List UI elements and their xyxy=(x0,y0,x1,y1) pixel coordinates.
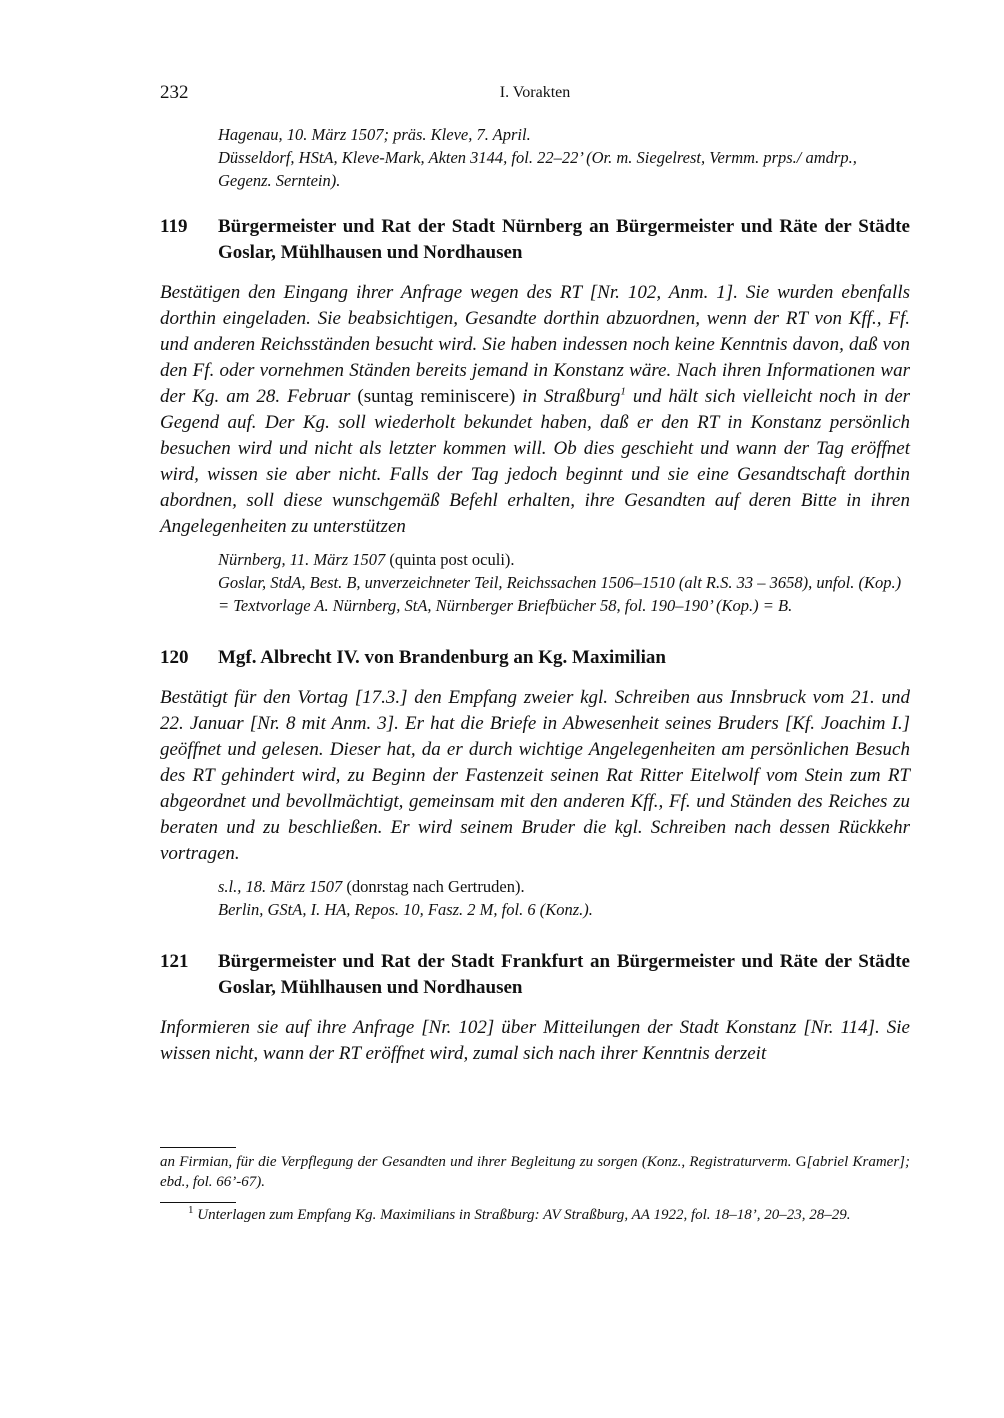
entry-119 xyxy=(160,214,910,617)
continuation-date-line: Hagenau, 10. März 1507; präs. Kleve, 7. April. xyxy=(218,125,531,144)
entry-120-date-line xyxy=(218,875,910,898)
entry-121-regest xyxy=(160,1015,910,1067)
entry-120-source: Berlin, GStA, I. HA, Repos. 10, Fasz. 2 M, fol. 6 (Konz.). xyxy=(218,900,593,919)
entry-119-title: Bürgermeister und Rat der Stadt Nürnberg an Bürgermeister und Räte der Städte Goslar, Mühlhausen und Nordhausen xyxy=(218,216,910,263)
entry-120 xyxy=(160,645,910,921)
entry-119-regest xyxy=(160,280,910,540)
footnote-carryover-part-b: G xyxy=(795,1154,807,1170)
footnote-carryover xyxy=(160,1152,910,1192)
footnote-1-mark: 1 xyxy=(188,1204,194,1216)
footnote-carryover-part-a: an Firmian, für die Verpflegung der Gesandten und ihrer Begleitung zu sorgen (Konz., Registraturverm. xyxy=(160,1154,792,1170)
entry-120-metadata xyxy=(218,875,910,921)
entry-120-number: 120 xyxy=(160,647,189,668)
continuation-metadata xyxy=(218,123,910,192)
footnote-area xyxy=(160,1145,910,1225)
entry-119-date: Nürnberg, 11. März 1507 xyxy=(218,550,386,569)
footnote-1-text: Unterlagen zum Empfang Kg. Maximilians in Straßburg: AV Straßburg, AA 1922, fol. 18–18’, 20–23, 28–29. xyxy=(197,1207,851,1223)
footnote-rule xyxy=(160,1147,236,1148)
entry-119-regest-part-d: und hält sich vielleicht noch in der Gegend auf. Der Kg. soll wiederholt bekundet haben, daß er den RT in Konstanz persönlich besuchen wird und nicht als letzter kommen will. Ob dies geschieht und wann der Tag eröffnet wird, wissen sie aber nicht. Falls der Tag jedoch beginnt und sie eine Gesandtschaft dorthin abordnen, soll diese wunschgemäß Befehl erhalten, ihre Gesandten auf deren Bitte in ihren Angelegenheiten zu unterstützen xyxy=(160,386,911,537)
entry-119-regest-part-c: in Straßburg xyxy=(522,386,621,407)
entry-119-date-line xyxy=(218,548,910,571)
entry-120-regest xyxy=(160,685,910,867)
continuation-source-line: Düsseldorf, HStA, Kleve-Mark, Akten 3144, fol. 22–22’ (Or. m. Siegelrest, Vermm. prps./ amdrp., Gegenz. Serntein). xyxy=(218,148,857,190)
entry-121-title: Bürgermeister und Rat der Stadt Frankfurt an Bürgermeister und Räte der Städte Goslar, Mühlhausen und Nordhausen xyxy=(218,951,910,998)
entry-119-heading xyxy=(160,214,910,266)
entry-119-metadata xyxy=(218,548,910,617)
entry-120-title: Mgf. Albrecht IV. von Brandenburg an Kg. Maximilian xyxy=(218,647,666,668)
entry-119-number: 119 xyxy=(160,216,188,237)
page-header xyxy=(160,82,910,106)
entry-120-heading xyxy=(160,645,910,671)
running-head: I. Vorakten xyxy=(499,84,571,101)
entry-119-regest-liturgical-date: (suntag reminiscere) xyxy=(357,386,516,407)
footnote-carryover-part-c: [abriel Kramer]; ebd., fol. 66’-67). xyxy=(160,1154,911,1190)
entry-120-regest-text: Bestätigt für den Vortag [17.3.] den Empfang zweier kgl. Schreiben aus Innsbruck vom 21. und 22. Januar [Nr. 8 mit Anm. 3]. Er hat die Briefe in Abwesenheit seines Bruders [Kf. Joachim I.] geöffnet und gelesen. Dieser hat, da er durch wichtige Angelegenheiten am persönlichen Besuch des RT gehindert wird, zu Beginn der Fastenzeit seinen Rat Ritter Eitelwolf vom Stein zum RT abgeordnet und bevollmächtigt, gemeinsam mit den anderen Kff., Ff. und Ständen des Reiches zu beraten und zu beschließen. Er wird seinem Bruder die kgl. Schreiben nach dessen Rückkehr vortragen. xyxy=(160,687,910,864)
entry-120-date-note: (donrstag nach Gertruden). xyxy=(346,877,525,896)
entry-119-date-note: (quinta post oculi). xyxy=(389,550,515,569)
footnote-1 xyxy=(160,1205,910,1225)
entry-120-date: s.l., 18. März 1507 xyxy=(218,877,343,896)
entry-121-heading xyxy=(160,949,910,1001)
entry-121-regest-text: Informieren sie auf ihre Anfrage [Nr. 102] über Mitteilungen der Stadt Konstanz [Nr. 114]. Sie wissen nicht, wann der RT eröffnet wird, zumal sich nach ihrer Kenntnis derzeit xyxy=(160,1017,910,1064)
footnote-ref-1[interactable]: 1 xyxy=(620,385,626,398)
main-content xyxy=(160,123,910,1067)
entry-119-regest-part-a: Bestätigen den Eingang ihrer Anfrage wegen des RT [Nr. 102, Anm. 1]. Sie wurden ebenfalls dorthin eingeladen. Sie beabsichtigen, Gesandte dorthin abzuordnen, wenn der RT von Kff., Ff. und anderen Reichsständen besucht wird. Sie haben indessen noch keine Kenntnis davon, daß von den Ff. oder vornehmen Ständen bereits jemand in Konstanz wäre. Nach ihren Informationen war der Kg. am 28. Februar xyxy=(160,282,910,407)
footnote-rule-2 xyxy=(160,1202,236,1203)
entry-119-source: Goslar, StdA, Best. B, unverzeichneter Teil, Reichssachen 1506–1510 (alt R.S. 33 – 3658), unfol. (Kop.) = Textvorlage A. Nürnberg, StA, Nürnberger Briefbücher 58, fol. 190–190’ (Kop.) = B. xyxy=(218,573,902,615)
page-number: 232 xyxy=(160,82,189,103)
entry-121 xyxy=(160,949,910,1067)
entry-121-number: 121 xyxy=(160,951,189,972)
